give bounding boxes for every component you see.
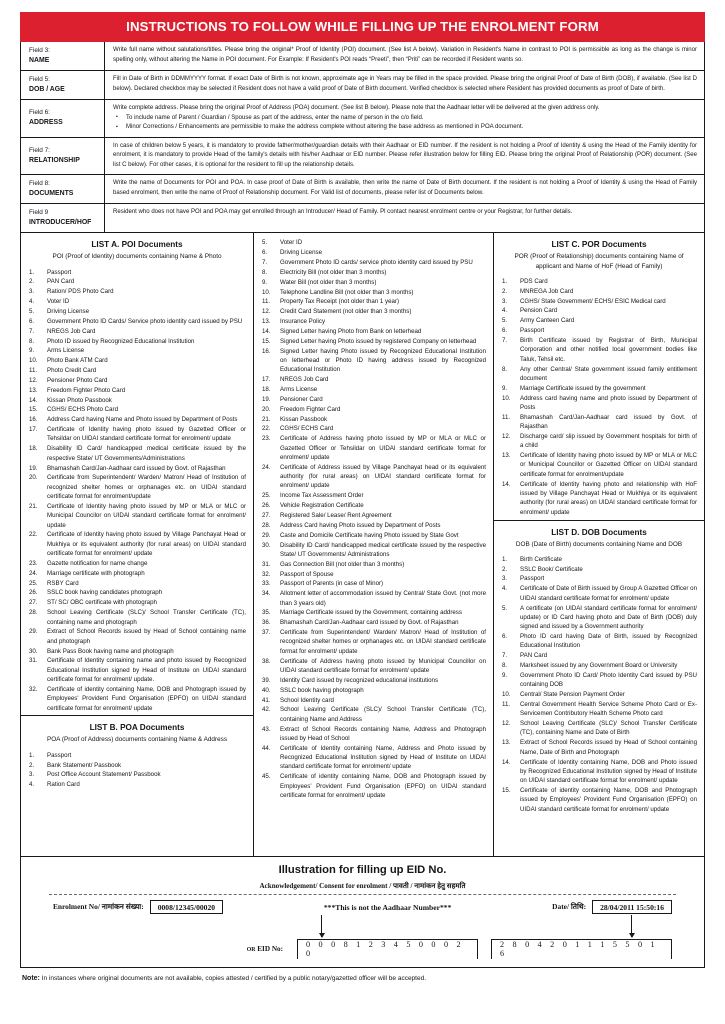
list-item: Photo ID issued by Recognized Educational Institution xyxy=(47,337,195,345)
list-item: Passport xyxy=(47,751,72,759)
illustration-subtitle: Acknowledgement/ Consent for enrolment / पावती / नामांकन हेतु सहमति xyxy=(259,882,466,891)
eid-no-label xyxy=(53,945,297,953)
list-item: Any other Central/ State government issued family entitlement document xyxy=(520,365,697,382)
list-item: Birth Certificate issued by Registrar of Birth, Municipal Corporation and other notified local government bodies like Taluk, Tehsil etc. xyxy=(520,336,697,363)
list-item: Disability ID Card/ handicapped medical certificate issued by the respective State/ UT Governments/Administrations xyxy=(47,445,246,462)
list-item: Government Photo ID cards/ service photo identity card issued by PSU xyxy=(280,259,473,267)
list-d-title: LIST D. DOB Documents xyxy=(551,527,647,537)
list-item: Certificate of Identity containing Name, DOB and Photo issued by Recognized Educational Institution signed by Head of Institute on UIDAI standard certificate format for enrolment/ update xyxy=(520,758,697,785)
list-item: SSLC Book/ Certificate xyxy=(520,565,583,573)
list-item: Discharge card/ slip issued by Government hospitals for birth of a child xyxy=(520,432,697,450)
list-item: PAN Card xyxy=(520,652,548,660)
list-c-section xyxy=(494,233,704,519)
list-item: PAN Card xyxy=(47,278,75,286)
eid-digits-datetime: 2 8 0 4 2 0 1 1 1 5 5 0 1 6 xyxy=(491,939,672,959)
list-item: Signed Letter having Photo from Bank on letterhead xyxy=(280,327,422,335)
field-description-text: Write full name without salutations/titles. Please bring the original* Proof of Identity (POI) document. (See list A below). Variation in Resident's Name in contrast to POI is permissible as long as the change is minor spelling only, without altering the Name in POI document. For Example: If Resident's POI reads “Preeti”, then “Priti” can be recorded if Resident wants so. xyxy=(113,47,697,63)
list-item: Signed Letter having Photo issued by Recognized Educational Institution on letterhead or Photo ID having address issued by Recognized Educational Institution xyxy=(280,347,486,374)
list-item: Pensioner Card xyxy=(280,395,323,403)
list-item: Kissan Photo Passbook xyxy=(47,396,112,404)
field-row-introducer-hof xyxy=(21,204,704,232)
field-row-documents xyxy=(21,175,704,204)
field-name: INTRODUCER/HOF xyxy=(29,219,92,226)
list-item: ST/ SC/ OBC certificate with photograph xyxy=(47,599,157,607)
enrolment-no-label: Enrolment No/ नामांकन संख्या: xyxy=(53,902,144,912)
field-description-text: Write the name of Documents for POI and POA. In case proof of Date of Birth is available, then write the name of Date of Birth document. If the resident is not holding a Proof of Identity & using the Head of Family based enrolment, then write the name of Proof of Relationship document. For Valid list of documents, please refer list of Documents below. xyxy=(113,180,697,196)
list-item: Extract of School Records issued by Head of School containing name and photograph xyxy=(47,628,246,645)
list-item: Certificate of Identity having photo issued by MP or MLA or MLC or Municipal Councillor or Gazetted Officer on UIDAI standard certificate format for enrolment/update xyxy=(520,452,697,478)
list-b-title: LIST B. POA Documents xyxy=(89,723,185,733)
illustration-arrows xyxy=(31,915,694,939)
list-item: Marksheet issued by any Government Board or University xyxy=(520,662,678,670)
list-item: Disability ID Card/ handicapped medical certificate issued by the respective State/ UT Governments/ Administrations xyxy=(280,541,486,558)
eid-digits-enrolment: 0 0 0 8 1 2 3 4 5 0 0 0 2 0 xyxy=(297,939,478,959)
list-c-title: LIST C. POR Documents xyxy=(551,240,647,250)
field-number: Field 5: xyxy=(29,76,50,84)
list-item: Freedom Fighter Photo Card xyxy=(47,386,126,394)
list-b-section xyxy=(21,715,253,792)
list-item: Income Tax Assessment Order xyxy=(280,492,364,500)
list-item: Pensioner Photo Card xyxy=(47,376,108,384)
field-number: Field 7: xyxy=(29,147,50,155)
list-item: Marriage Certificate issued by the government xyxy=(520,384,646,392)
field-name: DOCUMENTS xyxy=(29,190,74,198)
lists-column-right xyxy=(494,233,704,856)
list-item: Extract of School Records issued by Head of School containing Name, Date of Birth and Photograph xyxy=(520,739,697,756)
list-item: Pension Card xyxy=(520,307,558,315)
field-description xyxy=(105,42,704,70)
list-item: Army Canteen Card xyxy=(520,317,575,325)
field-name: RELATIONSHIP xyxy=(29,156,80,164)
field-description-text: Fill in Date of Birth in DDMMYYYY format. If exact Date of Birth is not known, approximate age in Years may be filled in the space provided. Please bring the original Proof of Date of Birth (DOB), if available. (See list D below). Declared checkbox may be selected if Resident does not have a valid proof of Date of Birth document. Verified checkbox is selected where Resident has provided documents as proof of Date of birth. xyxy=(113,76,697,92)
list-item: Certificate from Superintendent/ Warden/ Matron/ Head of Institution of recognized shelter homes or orphanages etc. on UIDAI standard certificate format for enrolment/update xyxy=(47,474,246,501)
illustration-title: Illustration for filling up EID No. xyxy=(278,864,447,877)
field-description xyxy=(105,71,704,99)
list-item: A certificate (on UIDAI standard certificate format for enrolment/ update) or ID Card having photo and Date of Birth (DOB) duly signed and issued by a Government authority xyxy=(520,604,697,631)
list-item: Caste and Domicile Certificate having Photo issued by State Govt xyxy=(280,531,459,539)
list-item: Bhamashah Card/Jan-Aadhaar card issued by Govt. of Rajasthan xyxy=(280,619,459,627)
list-item: MNREGA Job Card xyxy=(520,287,574,295)
page-title-banner: INSTRUCTIONS TO FOLLOW WHILE FILLING UP THE ENROLMENT FORM xyxy=(20,12,705,42)
list-item: SSLC book having photograph xyxy=(280,686,364,694)
list-item: Insurance Policy xyxy=(280,318,326,326)
list-item: Credit Card Statement (not older than 3 months) xyxy=(280,308,412,316)
arrow-enrolment-to-eid xyxy=(321,915,322,937)
list-item: Certificate of Address having photo issued by MP or MLA or MLC or Gazetted Officer or Tehsildar on UIDAI standard certificate format for enrolment/ update xyxy=(280,435,486,461)
date-value: 28/04/2011 15:50:16 xyxy=(592,900,672,914)
list-item: CGHS/ State Government/ ECHS/ ESIC Medical card xyxy=(520,297,666,305)
list-item: Certificate of Identity containing name and photo issued by Recognized Educational Institution signed by Head of Institute on UIDAI standard certificate format for enrolment/ update. xyxy=(47,657,246,684)
list-item: Address Card having Photo issued by Department of Posts xyxy=(280,521,441,529)
list-item: Telephone Landline Bill (not older than 3 months) xyxy=(280,288,414,296)
arrow-date-to-eid xyxy=(631,915,632,937)
list-item: Certificate of Address issued by Village Panchayat head or its equivalent authority (for rural areas) on UIDAI standard certificate format for enrolment/ update xyxy=(280,463,486,490)
list-item: Bank Statement/ Passbook xyxy=(47,761,122,769)
not-aadhaar-notice: ***This is not the Aadhaar Number*** xyxy=(323,902,452,912)
list-b-items-part2 xyxy=(261,238,486,800)
list-item: Identity Card issued by recognized educational institutions xyxy=(280,676,439,684)
list-item: Post Office Account Statement/ Passbook xyxy=(47,771,161,779)
field-bullet-list xyxy=(113,114,697,133)
list-item: Voter ID xyxy=(280,239,303,247)
list-item: Certificate of identity containing Name, DOB and Photograph issued by Employees' Provident Fund Organisation (EPFO) on UIDAI standard certificate format for enrolment/ update xyxy=(520,787,697,813)
list-item: Certificate of Identity having photo and relationship with HoF issued by Village Panchayat Head or Mukhiya or its equivalent authority (for rural areas) on UIDAI standard certificate format for enrolment/ update xyxy=(520,480,697,516)
list-item: Certificate of identity containing Name, DOB and Photograph issued by Employees' Provident Fund Organisation (EPFO) on UIDAI standard certificate format for enrolment/ update xyxy=(280,773,486,799)
field-description xyxy=(105,204,704,232)
list-item: Signed Letter having Photo issued by registered Company on letterhead xyxy=(280,337,477,345)
list-item: Passport of Parents (in case of Minor) xyxy=(280,580,384,588)
field-label-cell xyxy=(21,138,105,175)
field-label-cell xyxy=(21,204,105,232)
list-item: Gas Connection Bill (not older than 3 months) xyxy=(280,560,405,568)
list-item: Address Card having Name and Photo issued by Department of Posts xyxy=(47,416,238,424)
field-number: Field 6: xyxy=(29,109,50,117)
lists-column-left xyxy=(21,233,254,856)
list-item: Photo Credit Card xyxy=(47,367,97,375)
field-row-address xyxy=(21,100,704,138)
list-item: Driving License xyxy=(47,308,89,316)
field-name: DOB / AGE xyxy=(29,85,65,93)
list-item: Driving License xyxy=(280,249,322,257)
dashed-divider xyxy=(49,894,676,895)
list-item: Marriage Certificate issued by the Government, containing address xyxy=(280,609,462,617)
list-item: Certificate from Superintendent/ Warden/ Matron/ Head of Institution of recognized shelter homes or orphanages etc. on UIDAI standard certificate format for enrolment/ update xyxy=(280,629,486,655)
list-item: Water Bill (not older than 3 months) xyxy=(280,278,377,286)
list-item: Certificate of Date of Birth issued by Group A Gazetted Officer on UIDAI standard certificate format for enrolment/ update xyxy=(520,585,697,602)
field-name: NAME xyxy=(29,56,50,64)
field-row-name xyxy=(21,42,704,71)
list-item: School Leaving Certificate (SLC)/ School Transfer Certificate (TC), containing name and photograph xyxy=(47,609,246,626)
eid-illustration xyxy=(20,857,705,968)
list-item: Registered Sale/ Lease/ Rent Agreement xyxy=(280,511,392,519)
list-b-items-part1 xyxy=(28,751,246,790)
list-item: Arms License xyxy=(280,386,318,394)
list-a-items xyxy=(28,268,246,713)
list-item: Passport xyxy=(520,575,545,583)
field-description-text: Write complete address. Please bring the original Proof of Address (POA) document. (See list B below). Please note that the Aadhaar letter will be delivered at the given address only. xyxy=(113,105,600,112)
list-item: RSBY Card xyxy=(47,579,79,587)
field-row-dob-age xyxy=(21,71,704,100)
list-d-section xyxy=(494,520,704,817)
field-row-relationship xyxy=(21,138,704,176)
list-item: School Leaving Certificate (SLC)/ School Transfer Certificate (TC), containing Name and Date of Birth xyxy=(520,720,697,737)
lists-column-middle xyxy=(254,233,494,856)
list-item: Ration Card xyxy=(47,781,80,789)
field-description xyxy=(105,100,704,137)
list-item: Vehicle Registration Certificate xyxy=(280,502,364,510)
footer-note xyxy=(20,974,705,985)
eid-label-text: EID No: xyxy=(257,945,283,954)
list-item: NREGS Job Card xyxy=(280,376,329,384)
list-d-subtitle: DOB (Date of Birth) documents containing Name and DOB xyxy=(515,540,683,548)
field-name: ADDRESS xyxy=(29,119,63,127)
list-item: Photo Bank ATM Card xyxy=(47,357,108,365)
note-prefix: Note: xyxy=(22,975,40,983)
list-a-subtitle: POI (Proof of Identity) documents containing Name & Photo xyxy=(52,253,222,261)
list-item: Birth Certificate xyxy=(520,555,562,563)
note-text: In instances where original documents are not available, copies attested / certified by a public notary/gazetted officer will be accepted. xyxy=(39,975,427,983)
list-item: Photo ID card having Date of Birth, issued by Recognized Educational Institution xyxy=(520,633,697,650)
list-a-section xyxy=(21,233,253,715)
list-item: Gazette notification for name change xyxy=(47,559,148,567)
list-item: School Leaving Certificate (SLC)/ School Transfer Certificate (TC), containing Name and Address xyxy=(280,706,486,723)
date-label: Date/ तिथि: xyxy=(552,902,587,912)
list-item: Freedom Fighter Card xyxy=(280,405,341,413)
list-item: CGHS/ ECHS Card xyxy=(280,425,334,433)
list-item: Government Photo ID Cards/ Service photo identity card issued by PSU xyxy=(47,317,243,325)
list-b-subtitle: POA (Proof of Address) documents containing Name & Address xyxy=(46,736,228,744)
field-label-cell xyxy=(21,42,105,70)
fields-table xyxy=(20,42,705,233)
list-item: Certificate of Identity containing Name, Address and Photo issued by Recognized Educational Institution signed by Head of Institute on UIDAI standard certificate format for enrolment/ update xyxy=(280,744,486,771)
list-item: Electricity Bill (not older than 3 months) xyxy=(280,268,387,276)
field-label-cell xyxy=(21,100,105,137)
list-item: Allotment letter of accommodation issued by Central/ State Govt. (not more than 3 years old) xyxy=(280,590,486,607)
list-item: School Identity card xyxy=(280,696,334,704)
field-label-cell xyxy=(21,71,105,99)
list-b-continued-section xyxy=(254,233,493,802)
field-number: Field 3: xyxy=(29,47,50,55)
list-item: Address card having name and photo issued by Department of Posts xyxy=(520,394,697,411)
list-item: Certificate of identity containing Name, DOB and Photograph issued by Employees' Provident Fund Organisation (EPFO) on UIDAI standard certificate format for enrolment/ update xyxy=(47,685,246,712)
or-prefix: OR xyxy=(246,947,256,954)
list-item: SSLC book having candidates photograph xyxy=(47,589,163,597)
list-item: Bhamashah Card/Jan-Aadhaar card issued by Govt. of Rajasthan xyxy=(47,464,226,472)
list-item: Passport of Spouse xyxy=(280,570,334,578)
list-item: Passport xyxy=(47,268,72,276)
field-number: Field 9 xyxy=(29,209,49,217)
field-bullet: ▪ To include name of Parent / Guardian / Spouse as part of the address, enter the name of person in the c/o field. xyxy=(124,114,697,124)
list-item: Extract of School Records containing Name, Address and Photograph issued by Head of School xyxy=(280,725,486,742)
list-item: Marriage certificate with photograph xyxy=(47,569,145,577)
enrolment-no-value: 0008/12345/00020 xyxy=(150,900,223,914)
list-item: Certificate of Address having photo issued by Municipal Councillor on UIDAI standard certificate format for enrolment/ update xyxy=(280,657,486,674)
field-description-text: In case of children below 5 years, it is mandatory to provide father/mother/guardian details with their Aadhaar or EID number. If the resident is not holding a Proof of Identity & using the Head of the Family identity for enrolment, it is mandatory to provide Head of the family's details with his/her Aadhaar or EID number. Please refer illustration below for filling EID. Please bring the original Proof of Relationship (POR) document. (See list C below). For other cases, it is optional for the resident to fill up the relationship details. xyxy=(113,142,697,168)
field-description-text: Resident who does not have POI and POA may get enrolled through an Introducer/ Head of Family. Pl contact nearest enrolment centre or your Registrar, for further details. xyxy=(113,209,573,216)
documents-lists xyxy=(20,233,705,857)
list-item: Bhamashah Card/Jan-Aadhaar card issued by Govt. of Rajasthan xyxy=(520,413,697,431)
list-item: Government Photo ID Card/ Photo Identity Card issued by PSU containing DOB xyxy=(520,671,697,689)
list-item: Certificate of Identity having photo issued by Village Panchayat Head or Mukhiya or its equivalent authority (for rural areas) on UIDAI standard certificate format for enrolment/ update xyxy=(47,531,246,558)
list-a-title: LIST A. POI Documents xyxy=(91,240,183,250)
list-item: Arms License xyxy=(47,347,85,355)
field-description xyxy=(105,138,704,175)
list-item: Ration/ PDS Photo Card xyxy=(47,288,114,296)
illustration-ack-row xyxy=(31,900,694,914)
list-item: Certificate of Identity having photo issued by MP or MLA or MLC or Municipal Councilor on UIDAI standard certificate format for enrolment/ update xyxy=(47,502,246,529)
field-description xyxy=(105,175,704,203)
list-d-items xyxy=(501,555,697,814)
list-item: Bank Pass Book having name and photograph xyxy=(47,647,174,655)
list-item: Kissan Passbook xyxy=(280,415,328,423)
list-item: Property Tax Receipt (not older than 1 year) xyxy=(280,298,400,306)
list-item: PDS Card xyxy=(520,277,548,285)
field-bullet: ▪ Minor Corrections / Enhancements are permissible to make the address complete without altering the base address as mentioned in POA document. xyxy=(124,123,697,133)
list-item: Central Government Health Service Scheme Photo Card or Ex-Servicemen Contributory Health Scheme Photo card xyxy=(520,700,697,718)
list-item: Voter ID xyxy=(47,298,70,306)
list-item: Passport xyxy=(520,327,545,335)
list-item: NREGS Job Card xyxy=(47,327,96,335)
list-c-subtitle: POR (Proof of Relationship) documents containing Name of applicant and Name of HoF (Head of Family) xyxy=(514,253,684,270)
list-item: CGHS/ ECHS Photo Card xyxy=(47,406,118,414)
list-item: Certificate of Identity having photo issued by Gazetted Officer or Tehsildar on UIDAI standard certificate format for enrolment/ update xyxy=(47,426,246,443)
field-label-cell xyxy=(21,175,105,203)
list-item: Central/ State Pension Payment Order xyxy=(520,691,625,699)
list-c-items xyxy=(501,277,697,517)
illustration-eid-row xyxy=(31,939,694,959)
field-number: Field 8: xyxy=(29,180,50,188)
